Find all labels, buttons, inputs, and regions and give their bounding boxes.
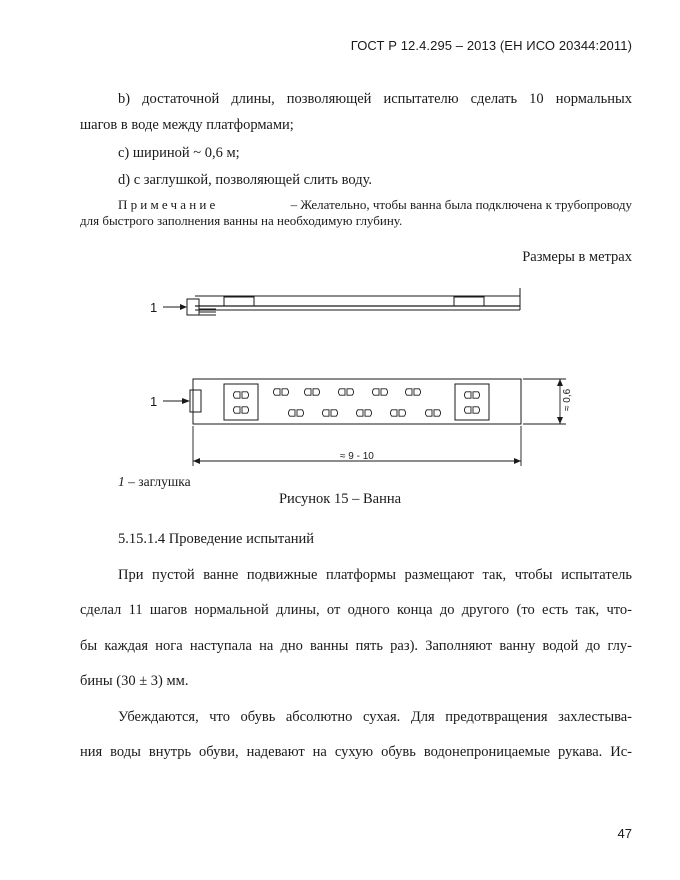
- para2-line1: Убеждаются, что обувь абсолютно сухая. Для предотвращения захлестыва-: [118, 709, 632, 725]
- note-line1: [118, 197, 632, 213]
- section-heading: 5.15.1.4 Проведение испытаний: [118, 531, 315, 547]
- footprint-shape: [381, 389, 388, 395]
- footprint-shape: [356, 410, 363, 416]
- side-platform-right: [454, 297, 484, 306]
- legend-number: 1: [118, 474, 125, 489]
- para1-line3: бы каждая нога наступала на дно ванны пять раз). Заполняют ванну водой до глу-: [80, 638, 632, 654]
- page-number: 47: [617, 826, 632, 841]
- standard-header: ГОСТ Р 12.4.295 – 2013 (ЕН ИСО 20344:2011): [350, 38, 632, 53]
- side-callout-arrow: [180, 304, 187, 310]
- para2-line2: ния воды внутрь обуви, надевают на сухую обувь водонепроницаемые рукава. Ис-: [80, 744, 632, 760]
- bath-top-view: [163, 379, 521, 424]
- footprint-shape: [331, 410, 338, 416]
- top-plug: [190, 390, 201, 412]
- footprint-shape: [399, 410, 406, 416]
- top-platform-right: [455, 384, 489, 420]
- footprint-shape: [473, 407, 480, 413]
- footprint-shape: [288, 410, 295, 416]
- footprint-shape: [233, 392, 240, 398]
- footprint-shape: [365, 410, 372, 416]
- para1-line1: При пустой ванне подвижные платформы размещают так, чтобы испытатель: [118, 567, 632, 583]
- list-item-c: с) шириной ~ 0,6 м;: [118, 145, 240, 161]
- footprint-shape: [338, 389, 345, 395]
- footprint-shape: [273, 389, 280, 395]
- note-line2: для быстрого заполнения ванны на необходимую глубину.: [80, 213, 403, 228]
- footprint-shape: [414, 389, 421, 395]
- footprints: [233, 389, 479, 416]
- bath-side-view: [163, 288, 520, 315]
- top-callout-number: 1: [150, 394, 158, 409]
- footprint-shape: [313, 389, 320, 395]
- footprint-shape: [405, 389, 412, 395]
- side-plug: [187, 299, 199, 315]
- list-item-d: d) с заглушкой, позволяющей слить воду.: [118, 172, 373, 188]
- footprint-shape: [242, 392, 249, 398]
- width-dimension: [523, 379, 566, 424]
- footprint-shape: [372, 389, 379, 395]
- bath-figure: [0, 270, 680, 470]
- footprint-shape: [425, 410, 432, 416]
- list-item-b-line2: шагов в воде между платформами;: [80, 117, 294, 133]
- footprint-shape: [347, 389, 354, 395]
- footprint-shape: [434, 410, 441, 416]
- footprint-shape: [390, 410, 397, 416]
- note-label: Примечание: [118, 197, 219, 212]
- figure-caption: Рисунок 15 – Ванна: [278, 491, 402, 507]
- note-line1-text: – Желательно, чтобы ванна была подключена к трубопроводу: [290, 197, 632, 212]
- footprint-shape: [322, 410, 329, 416]
- side-callout-number: 1: [150, 300, 158, 315]
- width-dimension-label: ≈ 0,6: [562, 388, 573, 411]
- para1-line2: сделал 11 шагов нормальной длины, от одного конца до другого (то есть так, что-: [80, 602, 632, 618]
- footprint-shape: [464, 392, 471, 398]
- footprint-shape: [464, 407, 471, 413]
- footprint-shape: [242, 407, 249, 413]
- figure-legend: [118, 474, 191, 490]
- top-bath-outline: [193, 379, 521, 424]
- top-platform-left: [224, 384, 258, 420]
- para1-line4: бины (30 ± 3) мм.: [80, 673, 189, 689]
- legend-text: – заглушка: [128, 474, 191, 489]
- figure-units: Размеры в метрах: [522, 249, 632, 265]
- length-dimension-label: ≈ 9 - 10: [340, 451, 374, 462]
- list-item-b-line1: b) достаточной длины, позволяющей испытателю сделать 10 нормальных: [118, 91, 632, 107]
- side-platform-left: [224, 297, 254, 306]
- footprint-shape: [282, 389, 289, 395]
- footprint-shape: [297, 410, 304, 416]
- footprint-shape: [473, 392, 480, 398]
- footprint-shape: [304, 389, 311, 395]
- top-callout-arrow: [182, 398, 190, 404]
- footprint-shape: [233, 407, 240, 413]
